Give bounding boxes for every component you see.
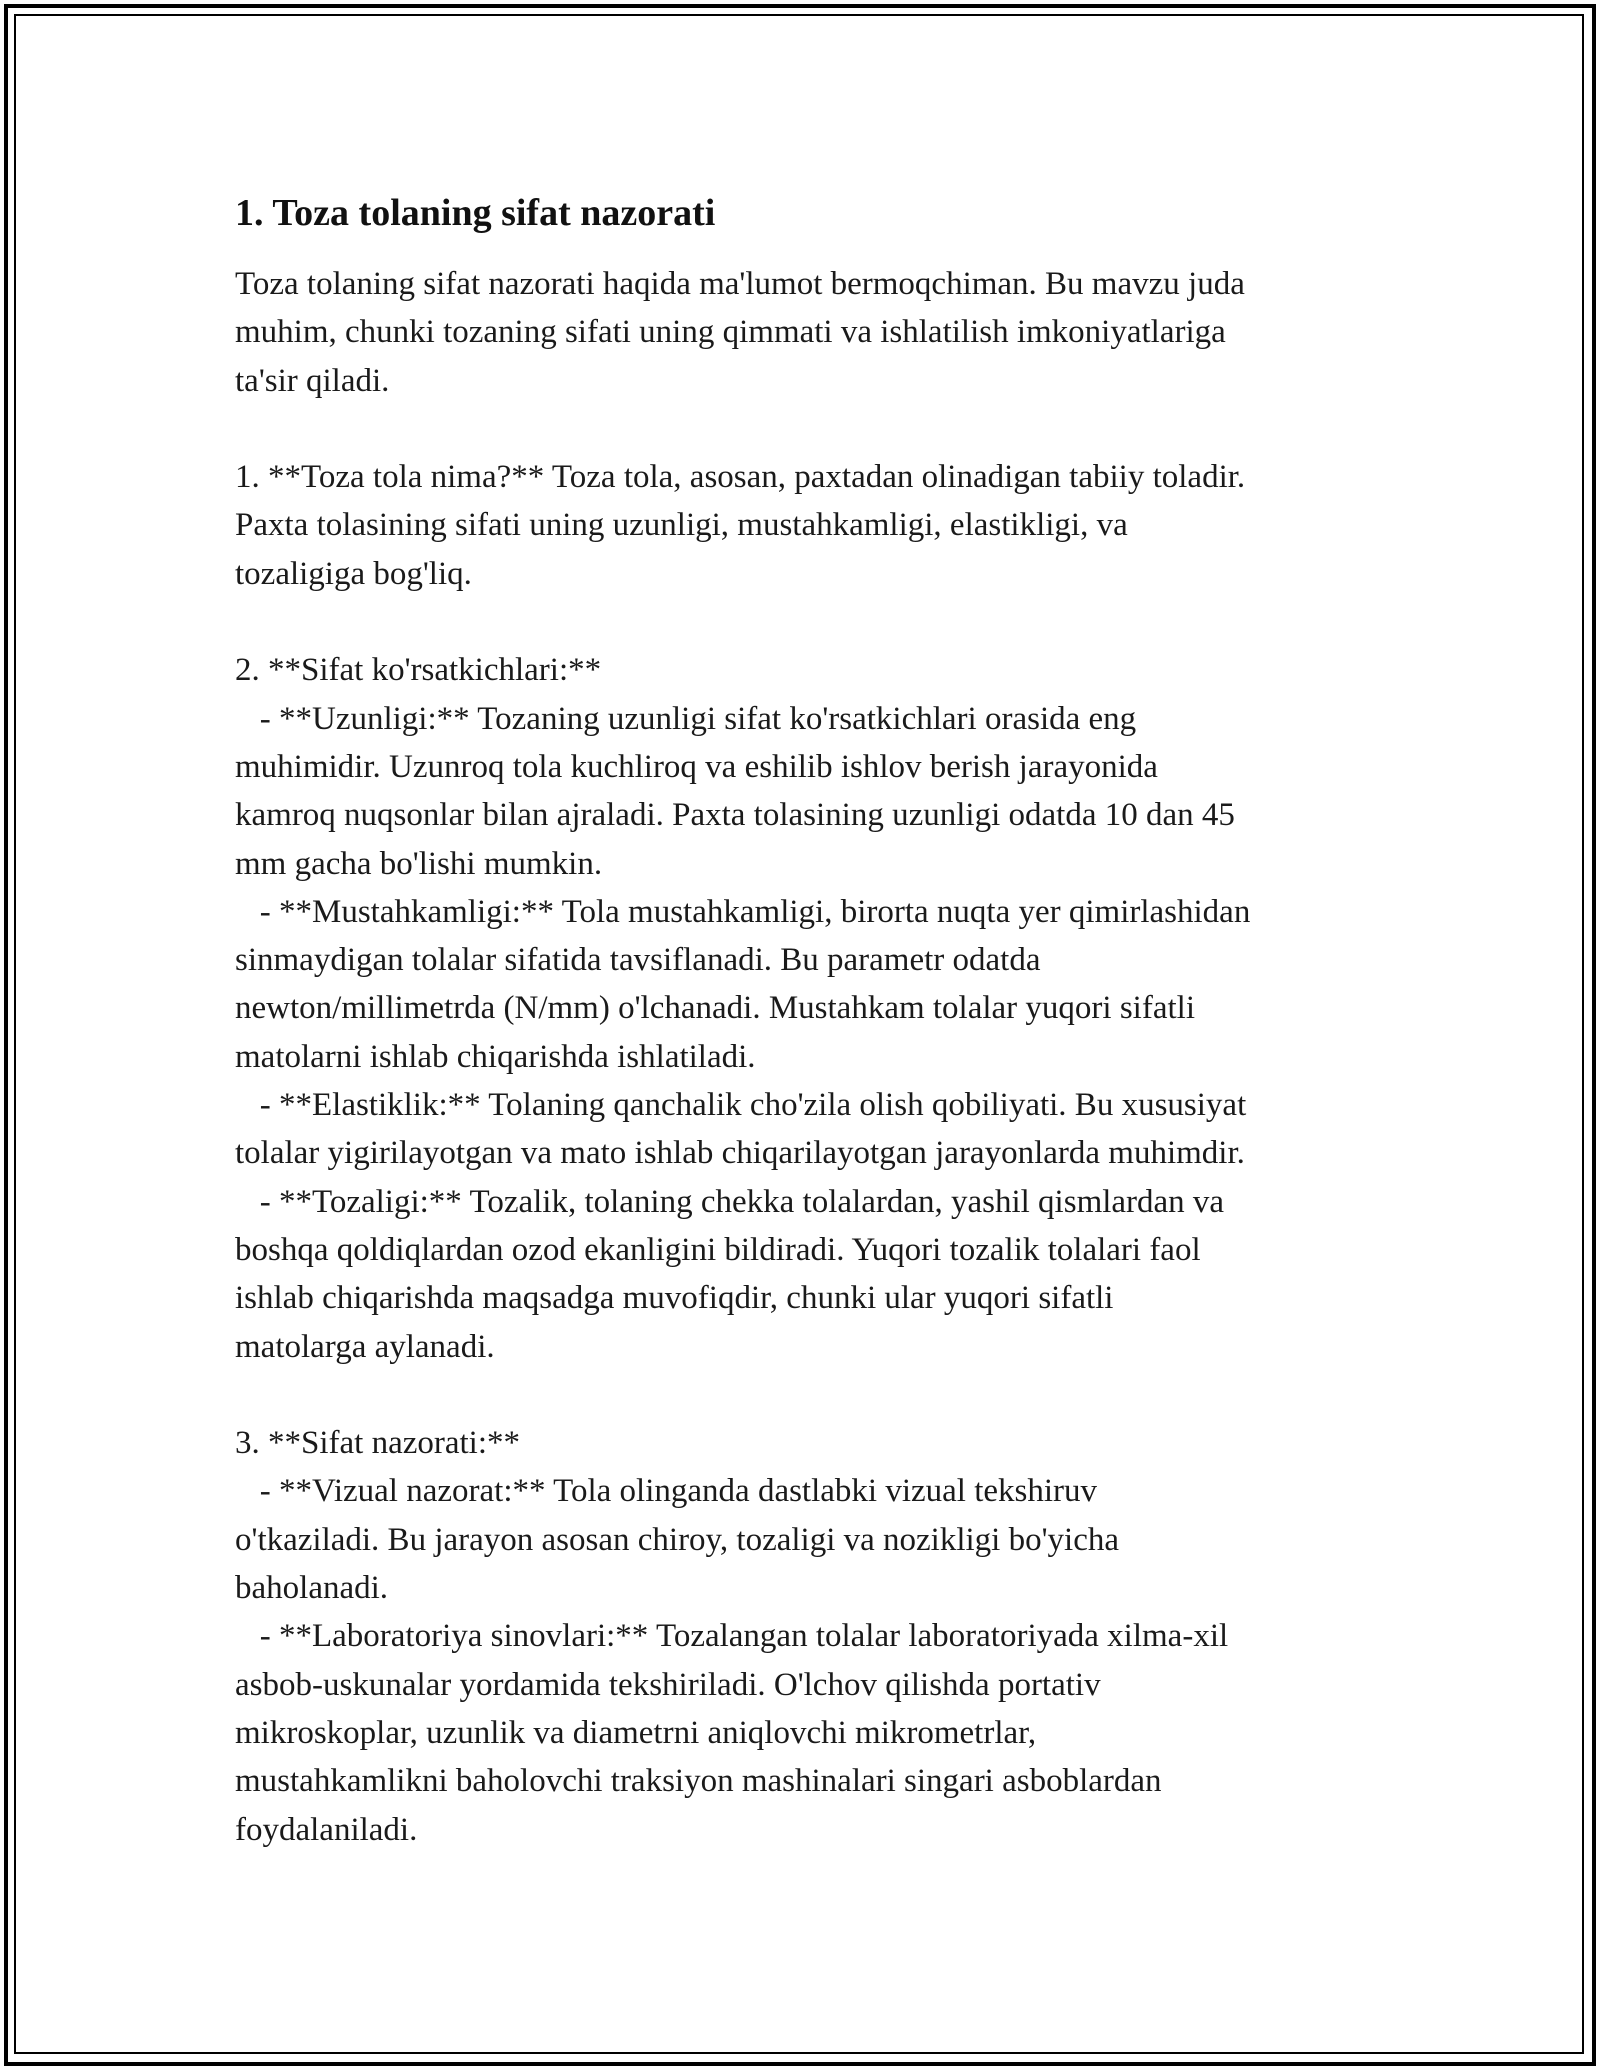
document-body: Toza tolaning sifat nazorati haqida ma'lumot bermoqchiman. Bu mavzu juda muhim, chunki tozaning sifati uning qimmati va ishlatilish imkoniyatlariga ta'sir qiladi. 1. **Toza tola nima?** Toza tola, asosan, paxtadan olinadigan tabiiy toladir. Paxta tolasining sifati uning uzunligi, mustahkamligi, elastikligi, va tozaligiga bog'liq. 2. **Sifat ko'rsatkichlari:** - **Uzunligi:** Tozaning uzunligi sifat ko'rsatkichlari orasida eng muhimidir. Uzunroq tola kuchliroq va eshilib ishlov berish jarayonida kamroq nuqsonlar bilan ajraladi. Paxta tolasining uzunligi odatda 10 dan 45 mm gacha bo'lishi mumkin. - **Mustahkamligi:** Tola mustahkamligi, birorta nuqta yer qimirlashidan sinmaydigan tolalar sifatida tavsiflanadi. Bu parametr odatda newton/millimetrda (N/mm) o'lchanadi. Mustahkam tolalar yuqori sifatli matolarni ishlab chiqarishda ishlatiladi. - **Elastiklik:** Tolaning qanchalik cho'zila olish qobiliyati. Bu xususiyat tolalar yigirilayotgan va mato ishlab chiqarilayotgan jarayonlarda muhimdir. - **Tozaligi:** Tozalik, tolaning chekka tolalardan, yashil qismlardan va boshqa qoldiqlardan ozod ekanligini bildiradi. Yuqori tozalik tolalari faol ishlab chiqarishda maqsadga muvofiqdir, chunki ular yuqori sifatli matolarga aylanadi. 3. **Sifat nazorati:** - **Vizual nazorat:** Tola olinganda dastlabki vizual tekshiruv o'tkaziladi. Bu jarayon asosan chiroy, tozaligi va nozikligi bo'yicha baholanadi. - **Laboratoriya sinovlari:** Tozalangan tolalar laboratoriyada xilma-xil asbob-uskunalar yordamida tekshiriladi. O'lchov qilishda portativ mikroskoplar, uzunlik va diametrni aniqlovchi mikrometrlar, mustahkamlikni baholovchi traksiyon mashinalari singari asboblardan foydalaniladi. <box>235 266 1251 1848</box>
document-content <box>235 188 1375 1854</box>
document-title: 1. Toza tolaning sifat nazorati <box>235 192 716 234</box>
